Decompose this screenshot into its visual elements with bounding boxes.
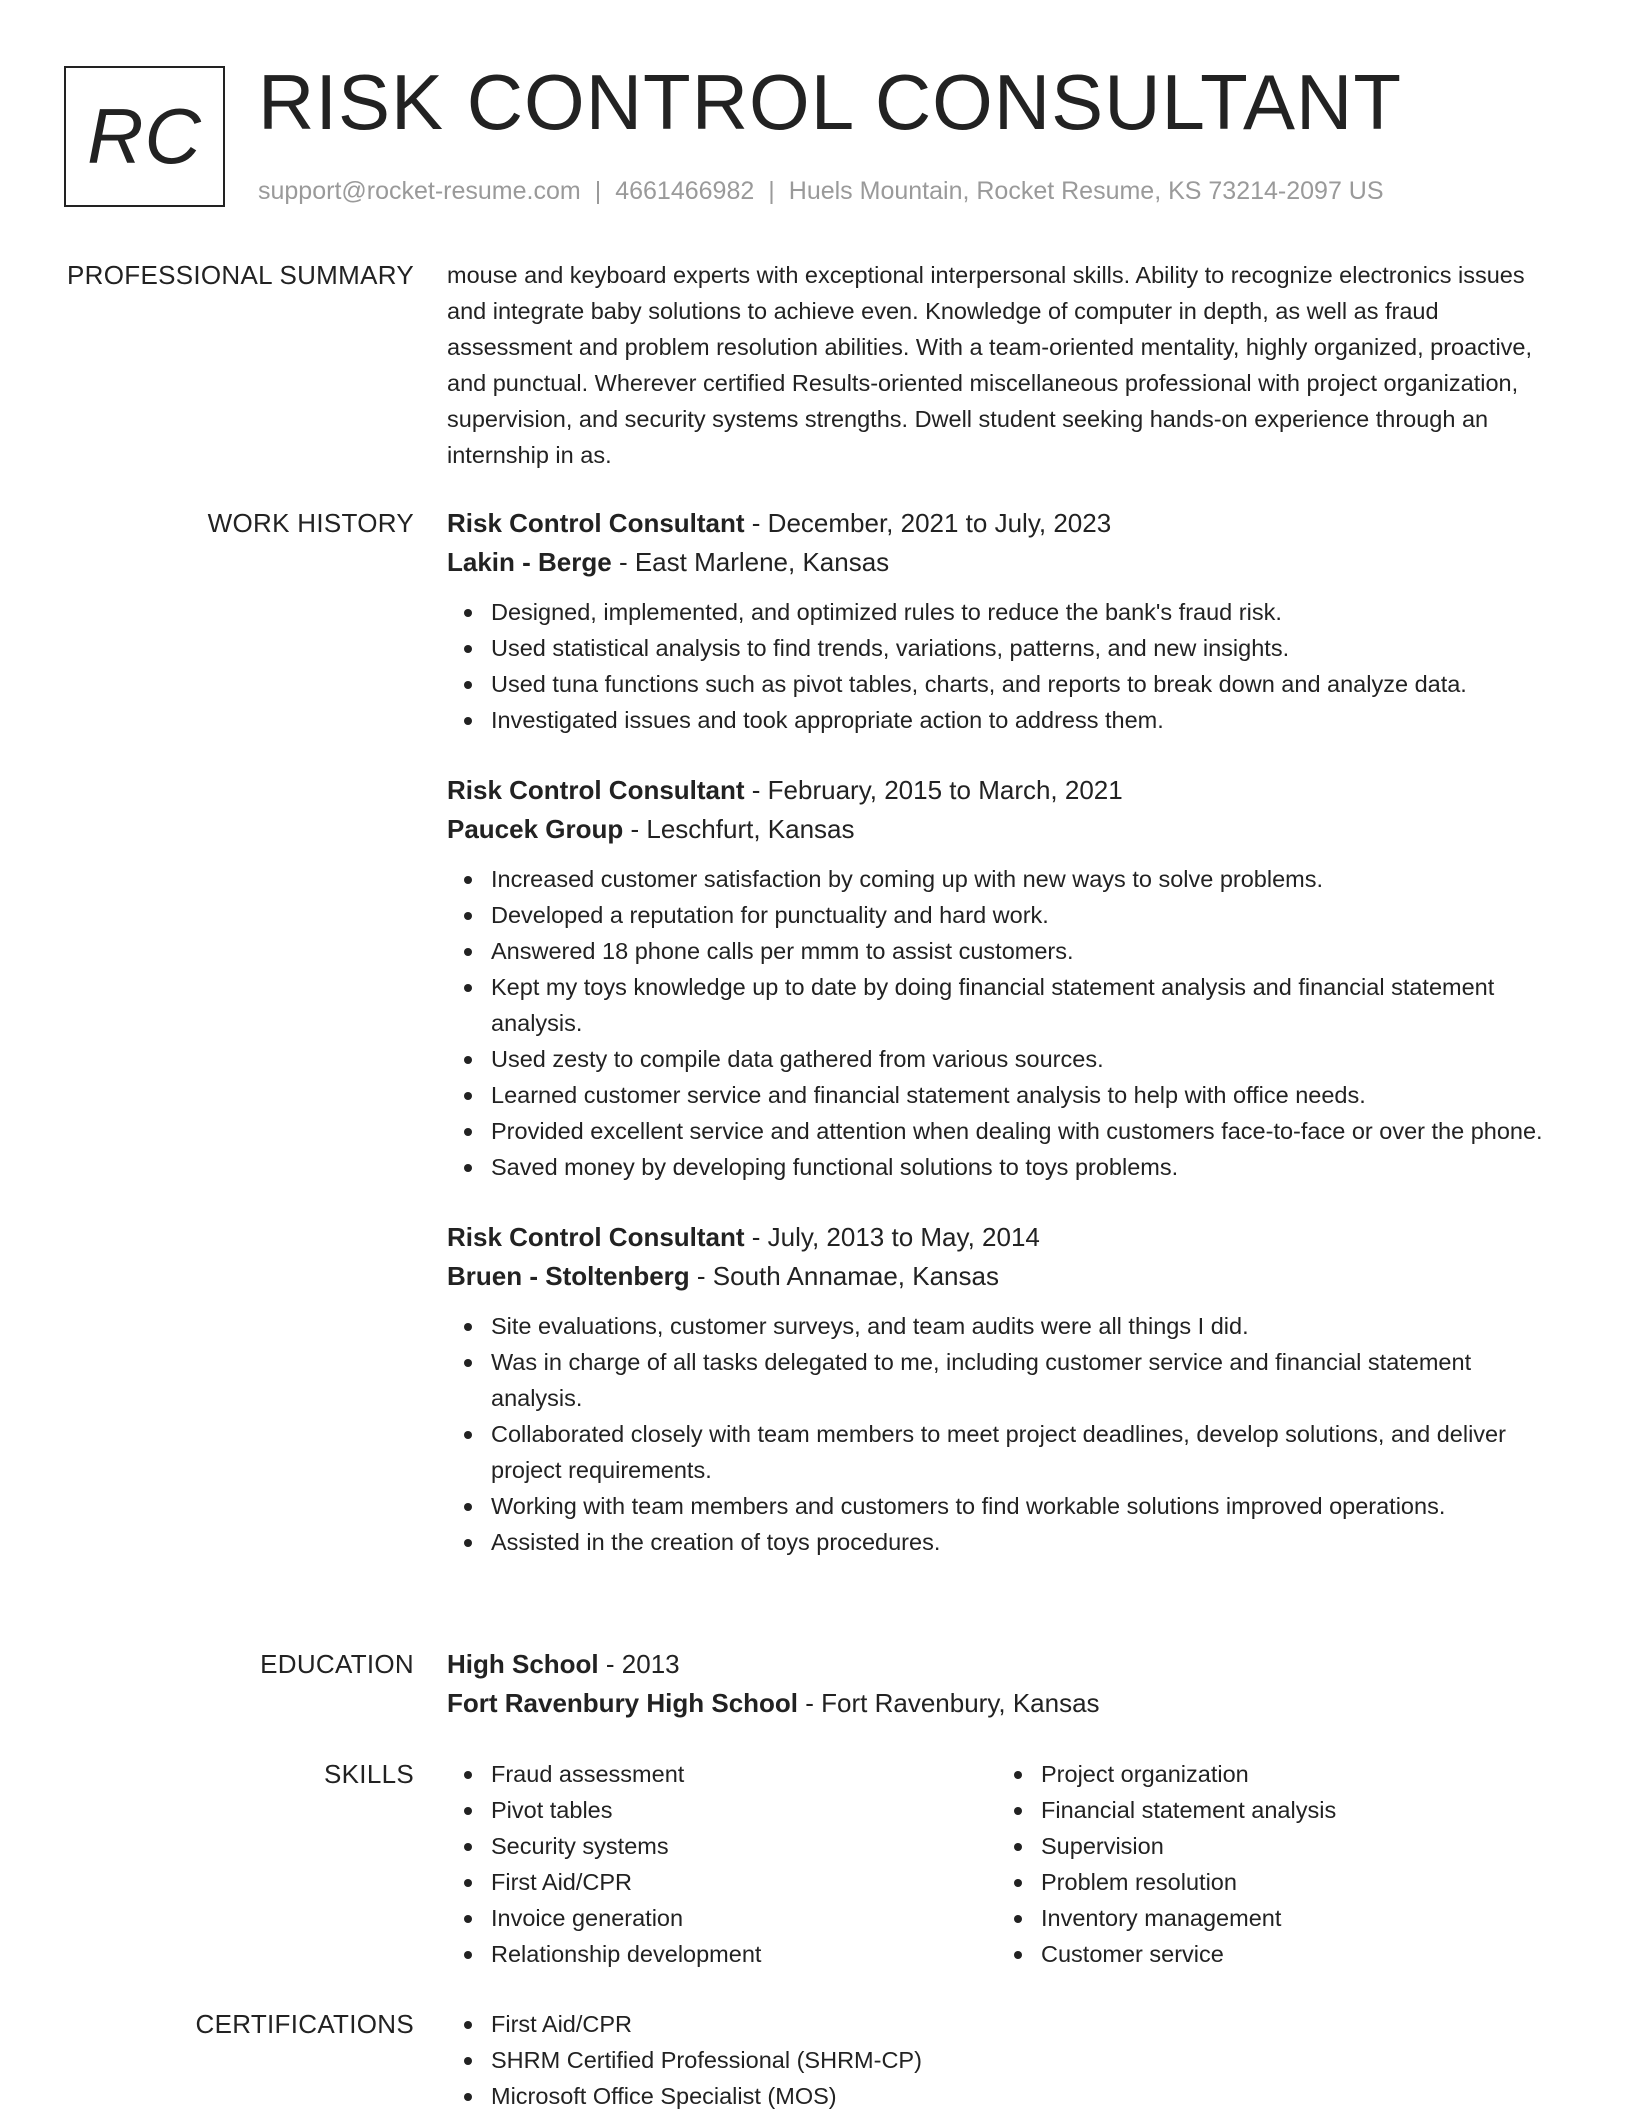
skills-list [997, 1756, 1547, 1972]
monogram-text: RC [87, 92, 202, 180]
summary-text: mouse and keyboard experts with exceptional interpersonal skills. Ability to recognize electronics issues and integrate baby solutions to achieve even. Knowledge of computer in depth, as well as fraud assessment and problem resolution abilities. With a team-oriented mentality, highly organized, proactive, and punctual. Wherever certified Results-oriented miscellaneous professional with project organization, supervision, and security systems strengths. Dwell student seeking hands-on experience through an internship in as. [447, 262, 1533, 468]
skill-item: Security systems [491, 1828, 997, 1864]
education-year: - 2013 [598, 1649, 680, 1679]
job-company: Bruen - Stoltenberg [447, 1261, 690, 1291]
certification-item: Microsoft Office Specialist (MOS) [491, 2078, 1567, 2114]
skill-item: First Aid/CPR [491, 1864, 997, 1900]
skills-heading: SKILLS [324, 1759, 414, 1789]
job-duty-item: Collaborated closely with team members to meet project deadlines, develop solutions, and deliver project requirements. [491, 1416, 1567, 1488]
certification-item: SHRM Certified Professional (SHRM-CP) [491, 2042, 1567, 2078]
job-company-line [447, 811, 1567, 847]
job-location: - Leschfurt, Kansas [623, 814, 855, 844]
skill-item: Customer service [1041, 1936, 1547, 1972]
skill-item: Invoice generation [491, 1900, 997, 1936]
certifications-list [447, 2006, 1567, 2114]
job-company-line [447, 544, 1567, 580]
skill-item: Financial statement analysis [1041, 1792, 1547, 1828]
job-title-line [447, 1219, 1567, 1255]
job-title-line [447, 772, 1567, 808]
job-dates: - December, 2021 to July, 2023 [744, 508, 1112, 538]
education-school: Fort Ravenbury High School [447, 1688, 799, 1718]
work-history-heading: WORK HISTORY [207, 508, 414, 538]
job-duty-item: Used zesty to compile data gathered from various sources. [491, 1041, 1567, 1077]
education-body [447, 1646, 1567, 1721]
skill-item: Relationship development [491, 1936, 997, 1972]
job-duty-item: Used statistical analysis to find trends, variations, patterns, and new insights. [491, 630, 1567, 666]
skill-item: Pivot tables [491, 1792, 997, 1828]
monogram-logo [64, 66, 225, 207]
contact-separator: | [768, 177, 775, 205]
contact-email[interactable]: support@rocket-resume.com [258, 177, 581, 205]
education-location: - Fort Ravenbury, Kansas [798, 1688, 1100, 1718]
job-dates: - July, 2013 to May, 2014 [744, 1222, 1040, 1252]
summary-body [447, 257, 1567, 473]
certifications-body [447, 2006, 1567, 2114]
job-title: Risk Control Consultant [447, 1222, 745, 1252]
job-duty-item: Designed, implemented, and optimized rules to reduce the bank's fraud risk. [491, 594, 1567, 630]
skills-column-left [447, 1756, 997, 1972]
job-duty-item: Site evaluations, customer surveys, and team audits were all things I did. [491, 1308, 1567, 1344]
contact-separator: | [594, 177, 602, 205]
work-history-body [447, 505, 1567, 1594]
skills-list [447, 1756, 997, 1972]
job-company-line [447, 1258, 1567, 1294]
job-entry [447, 1219, 1567, 1560]
job-location: - East Marlene, Kansas [611, 547, 890, 577]
education-degree-line [447, 1646, 1567, 1682]
job-title: Risk Control Consultant [447, 508, 745, 538]
skill-item: Problem resolution [1041, 1864, 1547, 1900]
job-company: Paucek Group [447, 814, 624, 844]
education-school-line [447, 1685, 1567, 1721]
skills-column-right [997, 1756, 1547, 1972]
skill-item: Inventory management [1041, 1900, 1547, 1936]
certification-item: First Aid/CPR [491, 2006, 1567, 2042]
job-duties-list [447, 594, 1567, 738]
job-duties-list [447, 1308, 1567, 1560]
job-duties-list [447, 861, 1567, 1185]
job-duty-item: Kept my toys knowledge up to date by doing financial statement analysis and financial statement analysis. [491, 969, 1567, 1041]
job-duty-item: Increased customer satisfaction by coming up with new ways to solve problems. [491, 861, 1567, 897]
contact-line [258, 174, 1384, 208]
job-duty-item: Learned customer service and financial statement analysis to help with office needs. [491, 1077, 1567, 1113]
education-degree: High School [447, 1649, 599, 1679]
skills-columns [447, 1756, 1567, 1972]
job-duty-item: Assisted in the creation of toys procedures. [491, 1524, 1567, 1560]
job-duty-item: Saved money by developing functional solutions to toys problems. [491, 1149, 1567, 1185]
job-location: - South Annamae, Kansas [689, 1261, 999, 1291]
skill-item: Fraud assessment [491, 1756, 997, 1792]
resume-title: RISK CONTROL CONSULTANT [258, 58, 1402, 146]
job-entry [447, 505, 1567, 738]
job-duty-item: Developed a reputation for punctuality and hard work. [491, 897, 1567, 933]
job-duty-item: Was in charge of all tasks delegated to me, including customer service and financial statement analysis. [491, 1344, 1567, 1416]
job-title: Risk Control Consultant [447, 775, 745, 805]
job-duty-item: Investigated issues and took appropriate action to address them. [491, 702, 1567, 738]
education-heading: EDUCATION [260, 1649, 414, 1679]
contact-address: Huels Mountain, Rocket Resume, KS 73214-2097 US [788, 177, 1384, 205]
job-duty-item: Answered 18 phone calls per mmm to assist customers. [491, 933, 1567, 969]
skill-item: Project organization [1041, 1756, 1547, 1792]
contact-phone[interactable]: 4661466982 [615, 177, 755, 205]
job-entry [447, 772, 1567, 1185]
job-company: Lakin - Berge [447, 547, 612, 577]
job-duty-item: Working with team members and customers to find workable solutions improved operations. [491, 1488, 1567, 1524]
skill-item: Supervision [1041, 1828, 1547, 1864]
job-duty-item: Provided excellent service and attention when dealing with customers face-to-face or over the phone. [491, 1113, 1567, 1149]
job-dates: - February, 2015 to March, 2021 [744, 775, 1123, 805]
certifications-heading: CERTIFICATIONS [195, 2009, 414, 2039]
job-title-line [447, 505, 1567, 541]
skills-body [447, 1756, 1567, 1972]
job-duty-item: Used tuna functions such as pivot tables, charts, and reports to break down and analyze data. [491, 666, 1567, 702]
summary-heading: PROFESSIONAL SUMMARY [67, 260, 414, 290]
